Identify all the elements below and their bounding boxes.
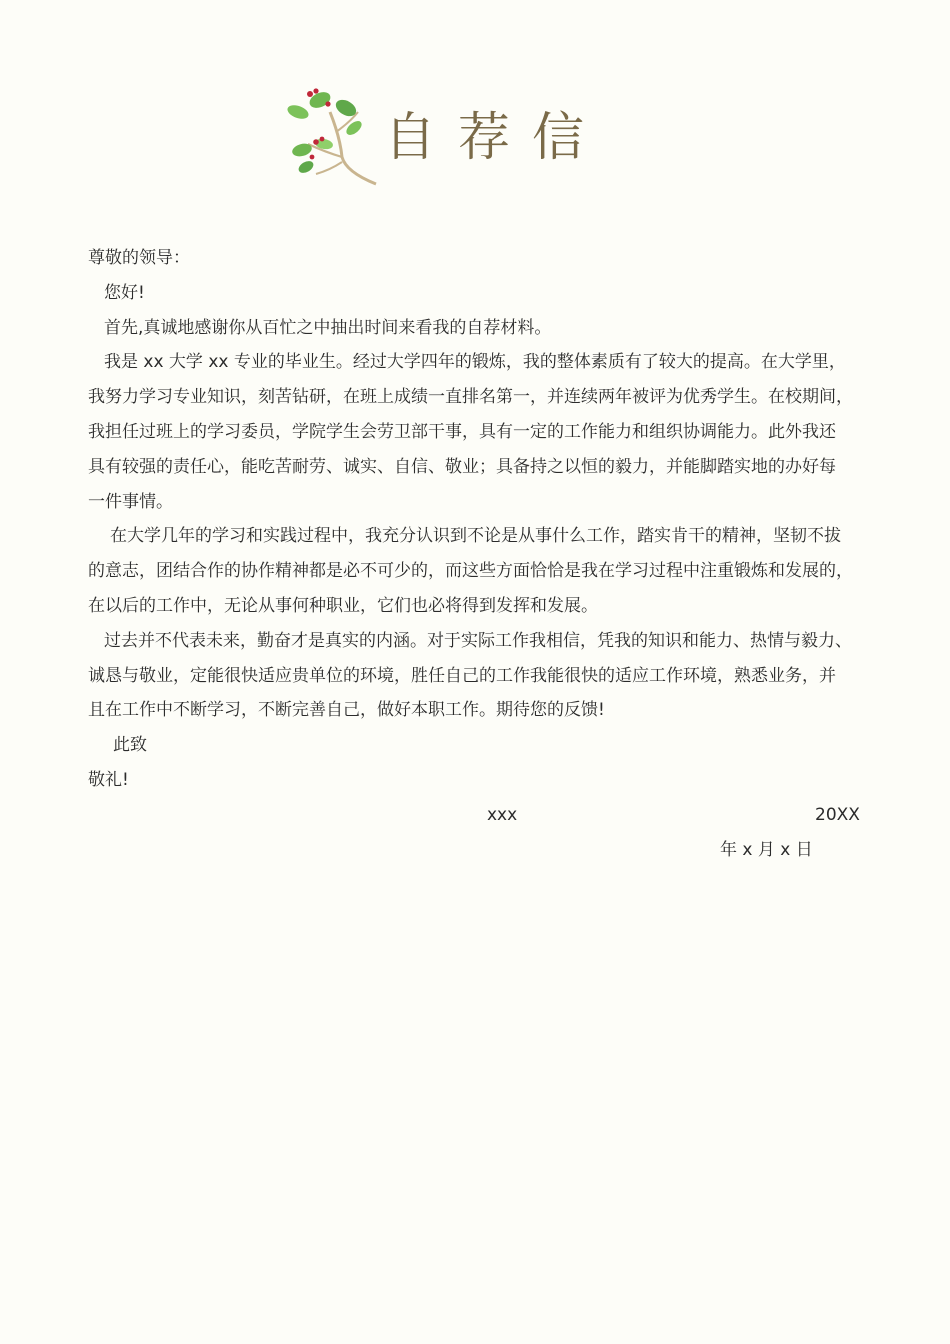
salutation: 敬礼! <box>88 769 129 790</box>
paragraph-line: 具有较强的责任心，能吃苦耐劳、诚实、自信、敬业；具备持之以恒的毅力，并能脚踏实地的办好每 <box>88 456 836 477</box>
paragraph-line: 在以后的工作中，无论从事何种职业，它们也必将得到发挥和发展。 <box>88 595 598 616</box>
paragraph-line: 在大学几年的学习和实践过程中，我充分认识到不论是从事什么工作，踏实肯干的精神，坚韧不拔 <box>110 526 841 547</box>
greeting: 尊敬的领导： <box>88 248 190 268</box>
paragraph-line: 我担任过班上的学习委员，学院学生会劳卫部干事，具有一定的工作能力和组织协调能力。此外我还 <box>88 421 836 442</box>
paragraph-line: 我是 xx 大学 xx 专业的毕业生。经过大学四年的锻炼，我的整体素质有了较大的提高。在大学里， <box>104 352 846 373</box>
closing: 此致 <box>113 735 147 756</box>
signature-year: 20XX <box>815 805 860 825</box>
letter-body <box>88 241 878 798</box>
paragraph-line: 首先,真诚地感谢你从百忙之中抽出时间来看我的自荐材料。 <box>104 317 552 338</box>
plant-branch-icon <box>280 82 390 192</box>
signature-date: 年 x 月 x 日 <box>720 840 813 860</box>
paragraph-line: 一件事情。 <box>88 491 173 512</box>
paragraph-line: 的意志，团结合作的协作精神都是必不可少的，而这些方面恰恰是我在学习过程中注重锻炼和发展的， <box>88 561 853 582</box>
paragraph-line: 诚恳与敬业，定能很快适应贵单位的环境，胜任自己的工作我能很快的适应工作环境，熟悉业务，并 <box>88 665 836 686</box>
signature-name: xxx <box>487 805 518 825</box>
paragraph-line: 且在工作中不断学习，不断完善自己，做好本职工作。期待您的反馈! <box>88 700 605 721</box>
paragraph-line: 过去并不代表未来，勤奋才是真实的内涵。对于实际工作我相信，凭我的知识和能力、热情与毅力、 <box>104 630 852 651</box>
letter-title: 自荐信 <box>384 108 607 168</box>
letter-header <box>280 82 607 192</box>
paragraph-line: 我努力学习专业知识，刻苦钻研，在班上成绩一直排名第一，并连续两年被评为优秀学生。在校期间， <box>88 387 853 408</box>
paragraph-line: 您好! <box>104 282 145 303</box>
